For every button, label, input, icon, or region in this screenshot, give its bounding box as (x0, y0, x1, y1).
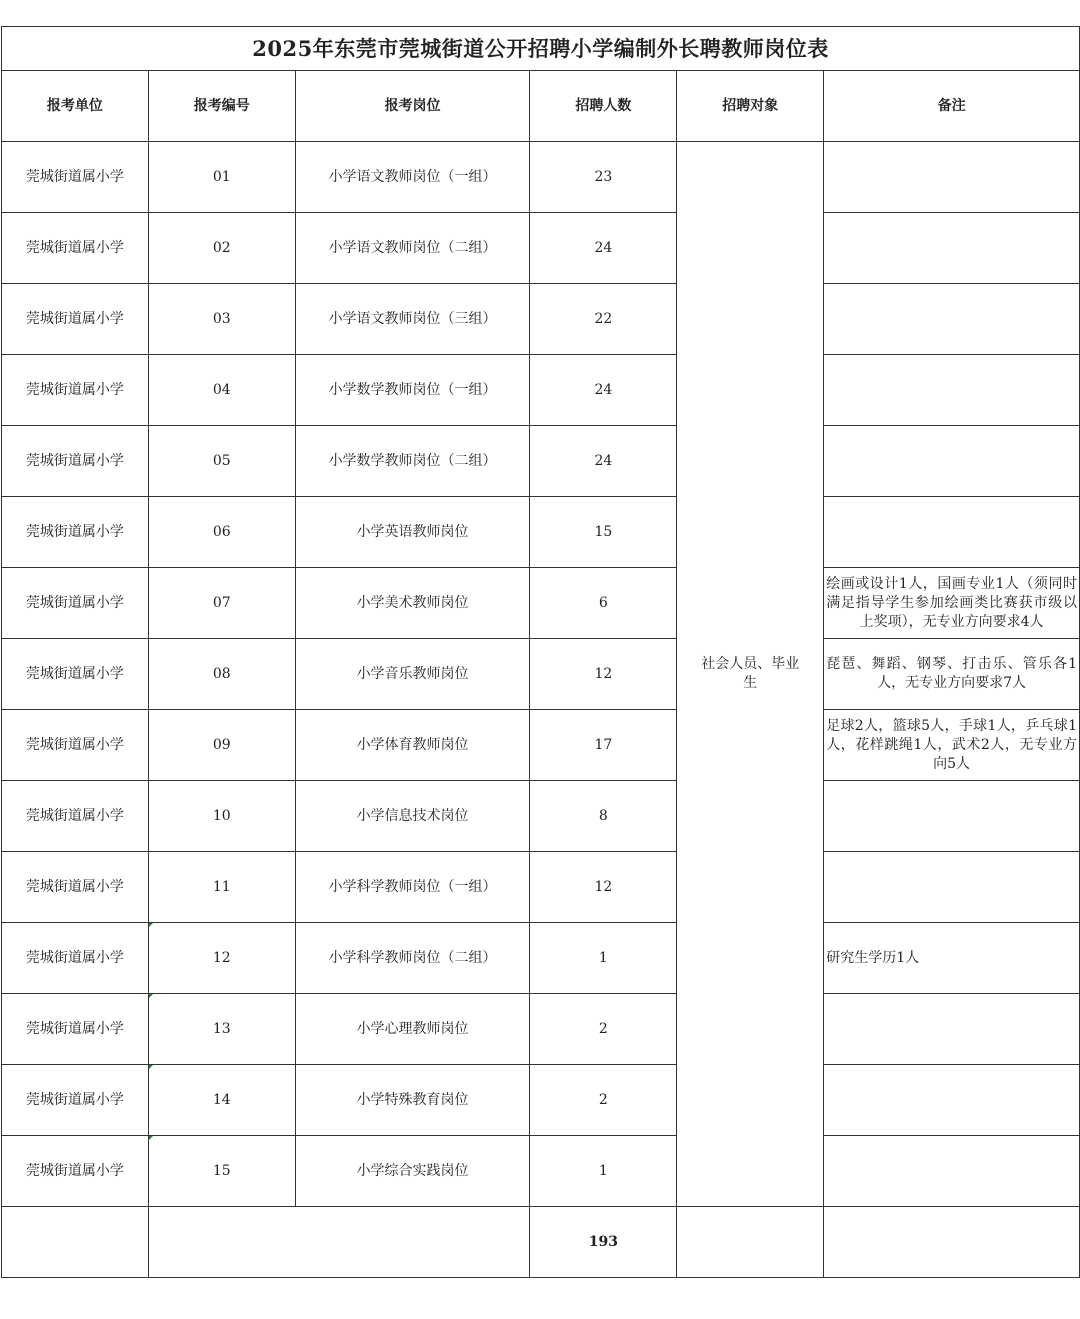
total-empty-cell (824, 1207, 1080, 1278)
cell-remark: 研究生学历1人 (824, 923, 1080, 994)
cell-count: 23 (530, 142, 677, 213)
cell-post: 小学特殊教育岗位 (295, 1065, 530, 1136)
header-count: 招聘人数 (530, 71, 677, 142)
cell-unit: 莞城街道属小学 (2, 284, 149, 355)
cell-code: 01 (148, 142, 295, 213)
cell-post: 小学心理教师岗位 (295, 994, 530, 1065)
table-row (2, 781, 1080, 852)
cell-unit: 莞城街道属小学 (2, 213, 149, 284)
table-row (2, 994, 1080, 1065)
table-row (2, 639, 1080, 710)
cell-code-text: 13 (212, 1020, 231, 1037)
cell-post: 小学综合实践岗位 (295, 1136, 530, 1207)
cell-post: 小学英语教师岗位 (295, 497, 530, 568)
cell-remark: 琵琶、舞蹈、钢琴、打击乐、管乐各1人，无专业方向要求7人 (824, 639, 1080, 710)
table-row (2, 142, 1080, 213)
cell-code: 02 (148, 213, 295, 284)
cell-count: 22 (530, 284, 677, 355)
table-row (2, 852, 1080, 923)
table-row (2, 284, 1080, 355)
comment-marker-icon (148, 923, 154, 929)
comment-marker-icon (148, 994, 154, 1000)
cell-post: 小学语文教师岗位（三组） (295, 284, 530, 355)
table-row (2, 1065, 1080, 1136)
header-code: 报考编号 (148, 71, 295, 142)
cell-post: 小学信息技术岗位 (295, 781, 530, 852)
total-count: 193 (530, 1207, 677, 1278)
cell-remark: 绘画或设计1人，国画专业1人（须同时满足指导学生参加绘画类比赛获市级以上奖项），无专业方向要求4人 (824, 568, 1080, 639)
cell-count: 8 (530, 781, 677, 852)
total-empty-cell (148, 1207, 530, 1278)
cell-count: 15 (530, 497, 677, 568)
table-title: 2025年东莞市莞城街道公开招聘小学编制外长聘教师岗位表 (2, 27, 1080, 71)
cell-remark (824, 497, 1080, 568)
total-empty-cell (2, 1207, 149, 1278)
top-margin (0, 0, 1080, 26)
cell-code: 03 (148, 284, 295, 355)
cell-unit: 莞城街道属小学 (2, 639, 149, 710)
cell-count: 24 (530, 355, 677, 426)
cell-unit: 莞城街道属小学 (2, 426, 149, 497)
cell-code (148, 923, 295, 994)
header-target: 招聘对象 (677, 71, 824, 142)
cell-remark (824, 355, 1080, 426)
cell-count: 12 (530, 639, 677, 710)
cell-count: 24 (530, 213, 677, 284)
table-row (2, 1136, 1080, 1207)
cell-post: 小学数学教师岗位（一组） (295, 355, 530, 426)
cell-remark (824, 781, 1080, 852)
cell-code: 06 (148, 497, 295, 568)
cell-remark (824, 426, 1080, 497)
cell-post: 小学语文教师岗位（二组） (295, 213, 530, 284)
header-row (2, 71, 1080, 142)
recruitment-table (1, 26, 1080, 1278)
cell-unit: 莞城街道属小学 (2, 142, 149, 213)
cell-code: 08 (148, 639, 295, 710)
table-row (2, 710, 1080, 781)
cell-target-merged: 社会人员、毕业生 (677, 142, 824, 1207)
cell-code-text: 12 (212, 949, 231, 966)
cell-code-text: 14 (212, 1091, 231, 1108)
total-empty-cell (677, 1207, 824, 1278)
table-row (2, 568, 1080, 639)
table-row (2, 426, 1080, 497)
cell-remark (824, 284, 1080, 355)
cell-unit: 莞城街道属小学 (2, 781, 149, 852)
cell-code: 05 (148, 426, 295, 497)
cell-code: 11 (148, 852, 295, 923)
cell-count: 6 (530, 568, 677, 639)
cell-post: 小学科学教师岗位（二组） (295, 923, 530, 994)
cell-count: 24 (530, 426, 677, 497)
bottom-margin (0, 1293, 1080, 1319)
comment-marker-icon (148, 1065, 154, 1071)
cell-unit: 莞城街道属小学 (2, 355, 149, 426)
cell-count: 1 (530, 923, 677, 994)
header-post: 报考岗位 (295, 71, 530, 142)
cell-unit: 莞城街道属小学 (2, 923, 149, 994)
cell-post: 小学体育教师岗位 (295, 710, 530, 781)
recruitment-table-sheet (1, 26, 1080, 1278)
cell-code-text: 15 (212, 1162, 231, 1179)
cell-unit: 莞城街道属小学 (2, 497, 149, 568)
cell-count: 12 (530, 852, 677, 923)
table-row (2, 497, 1080, 568)
cell-unit: 莞城街道属小学 (2, 1065, 149, 1136)
cell-remark (824, 142, 1080, 213)
cell-remark (824, 1136, 1080, 1207)
cell-post: 小学美术教师岗位 (295, 568, 530, 639)
cell-code (148, 994, 295, 1065)
comment-marker-icon (148, 1136, 154, 1142)
cell-count: 2 (530, 1065, 677, 1136)
cell-code (148, 1136, 295, 1207)
total-row (2, 1207, 1080, 1278)
cell-remark (824, 852, 1080, 923)
cell-remark (824, 213, 1080, 284)
cell-remark (824, 994, 1080, 1065)
cell-post: 小学音乐教师岗位 (295, 639, 530, 710)
cell-code: 04 (148, 355, 295, 426)
cell-unit: 莞城街道属小学 (2, 994, 149, 1065)
cell-post: 小学语文教师岗位（一组） (295, 142, 530, 213)
table-row (2, 213, 1080, 284)
cell-unit: 莞城街道属小学 (2, 710, 149, 781)
cell-unit: 莞城街道属小学 (2, 852, 149, 923)
cell-count: 1 (530, 1136, 677, 1207)
cell-code: 09 (148, 710, 295, 781)
cell-code: 10 (148, 781, 295, 852)
cell-count: 2 (530, 994, 677, 1065)
cell-count: 17 (530, 710, 677, 781)
cell-unit: 莞城街道属小学 (2, 1136, 149, 1207)
cell-post: 小学科学教师岗位（一组） (295, 852, 530, 923)
cell-remark (824, 1065, 1080, 1136)
cell-unit: 莞城街道属小学 (2, 568, 149, 639)
table-row (2, 355, 1080, 426)
header-remark: 备注 (824, 71, 1080, 142)
cell-remark: 足球2人，篮球5人，手球1人，乒乓球1人，花样跳绳1人，武术2人，无专业方向5人 (824, 710, 1080, 781)
cell-post: 小学数学教师岗位（二组） (295, 426, 530, 497)
header-unit: 报考单位 (2, 71, 149, 142)
table-row (2, 923, 1080, 994)
cell-code (148, 1065, 295, 1136)
cell-code: 07 (148, 568, 295, 639)
